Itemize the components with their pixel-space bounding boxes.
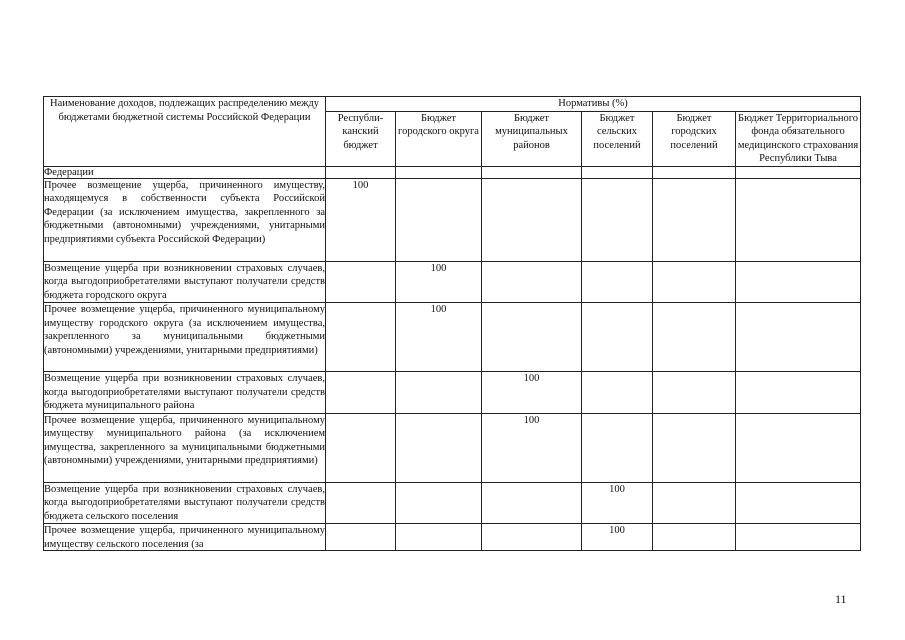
income-name-cell <box>44 524 326 551</box>
normative-value-cell <box>736 482 861 524</box>
table-row <box>44 178 861 261</box>
table-row <box>44 524 861 551</box>
normative-value-cell <box>653 372 736 414</box>
normative-value-cell <box>736 303 861 372</box>
normative-value-cell <box>582 303 653 372</box>
normative-value-cell <box>736 261 861 303</box>
column-header-4: Бюджет сельских поселений <box>582 111 653 166</box>
normative-value-cell <box>482 482 582 524</box>
table-row <box>44 413 861 482</box>
normative-value-cell: 100 <box>396 303 482 372</box>
normative-value-cell <box>482 178 582 261</box>
normative-value-cell <box>396 524 482 551</box>
normative-value-cell <box>736 524 861 551</box>
table-row <box>44 303 861 372</box>
normative-value-cell: 100 <box>582 482 653 524</box>
normative-value-cell <box>736 413 861 482</box>
normative-value-cell <box>326 303 396 372</box>
normative-value-cell <box>326 166 396 178</box>
normative-value-cell: 100 <box>396 261 482 303</box>
normative-value-cell <box>482 261 582 303</box>
page-number: 11 <box>835 592 847 606</box>
normative-value-cell <box>326 482 396 524</box>
column-header-5: Бюджет городских поселений <box>653 111 736 166</box>
column-header-2: Бюджет городского округа <box>396 111 482 166</box>
normative-value-cell: 100 <box>482 372 582 414</box>
normative-value-cell <box>653 166 736 178</box>
normative-value-cell <box>482 166 582 178</box>
table-row <box>44 261 861 303</box>
normative-value-cell <box>582 178 653 261</box>
normative-value-cell <box>482 524 582 551</box>
table-row <box>44 372 861 414</box>
normative-value-cell <box>396 166 482 178</box>
normative-value-cell <box>582 372 653 414</box>
normative-value-cell <box>736 166 861 178</box>
normative-value-cell: 100 <box>482 413 582 482</box>
normative-value-cell <box>326 372 396 414</box>
normative-value-cell <box>653 178 736 261</box>
income-name-text: Прочее возмещение ущерба, причиненного муниципальному имуществу сельского поселения (за <box>44 525 325 550</box>
normative-value-cell <box>326 524 396 551</box>
normative-value-cell <box>396 482 482 524</box>
income-name-cell: Прочее возмещение ущерба, причиненного имуществу, находящемуся в собственности субъекта Российской Федерации (за исключением имущества, закрепленного за бюджетными (автономными) учреждениями, унитарными предприятиями субъекта Российской Федерации) <box>44 178 326 261</box>
normative-value-cell <box>736 178 861 261</box>
normative-value-cell <box>396 372 482 414</box>
normative-value-cell <box>653 413 736 482</box>
normative-value-cell <box>736 372 861 414</box>
normative-value-cell: 100 <box>326 178 396 261</box>
normative-value-cell <box>326 413 396 482</box>
normative-value-cell <box>653 303 736 372</box>
normative-value-cell: 100 <box>582 524 653 551</box>
normative-value-cell <box>582 166 653 178</box>
normative-value-cell <box>582 261 653 303</box>
income-name-cell: Возмещение ущерба при возникновении страховых случаев, когда выгодоприобретателями выступают получатели средств бюджета сельского поселения <box>44 483 325 522</box>
income-name-header: Наименование доходов, подлежащих распределению между бюджетами бюджетной системы Российской Федерации <box>44 97 326 167</box>
income-name-cell: Возмещение ущерба при возникновении страховых случаев, когда выгодоприобретателями выступают получатели средств бюджета муниципального района <box>44 373 325 411</box>
column-header-6: Бюджет Территориального фонда обязательного медицинского страхования Республики Тыва <box>736 111 861 166</box>
table-row <box>44 482 861 524</box>
column-header-1: Республи-канский бюджет <box>326 111 396 166</box>
table-row <box>44 166 861 178</box>
normative-value-cell <box>653 524 736 551</box>
column-header-3: Бюджет муниципальных районов <box>482 111 582 166</box>
income-name-cell: Возмещение ущерба при возникновении страховых случаев, когда выгодоприобретателями выступают получатели средств бюджета городского округа <box>44 262 325 301</box>
normatives-group-header: Нормативы (%) <box>326 97 861 112</box>
normative-value-cell <box>396 413 482 482</box>
income-name-cell: Прочее возмещение ущерба, причиненного муниципальному имуществу городского округа (за исключением имущества, закрепленного за муниципальными бюджетными (автономными) учреждениями, унитарными предприятиями) <box>44 303 326 372</box>
income-name-cell: Прочее возмещение ущерба, причиненного муниципальному имуществу муниципального района (за исключением имущества, закрепленного за муниципальными бюджетными (автономными) учреждениями, унитарными предприятиями) <box>44 413 326 482</box>
normative-value-cell <box>482 303 582 372</box>
normative-value-cell <box>582 413 653 482</box>
normative-value-cell <box>653 261 736 303</box>
normative-value-cell <box>396 178 482 261</box>
income-name-cell: Федерации <box>44 166 326 178</box>
normatives-table <box>43 96 861 551</box>
normative-value-cell <box>326 261 396 303</box>
normative-value-cell <box>653 482 736 524</box>
